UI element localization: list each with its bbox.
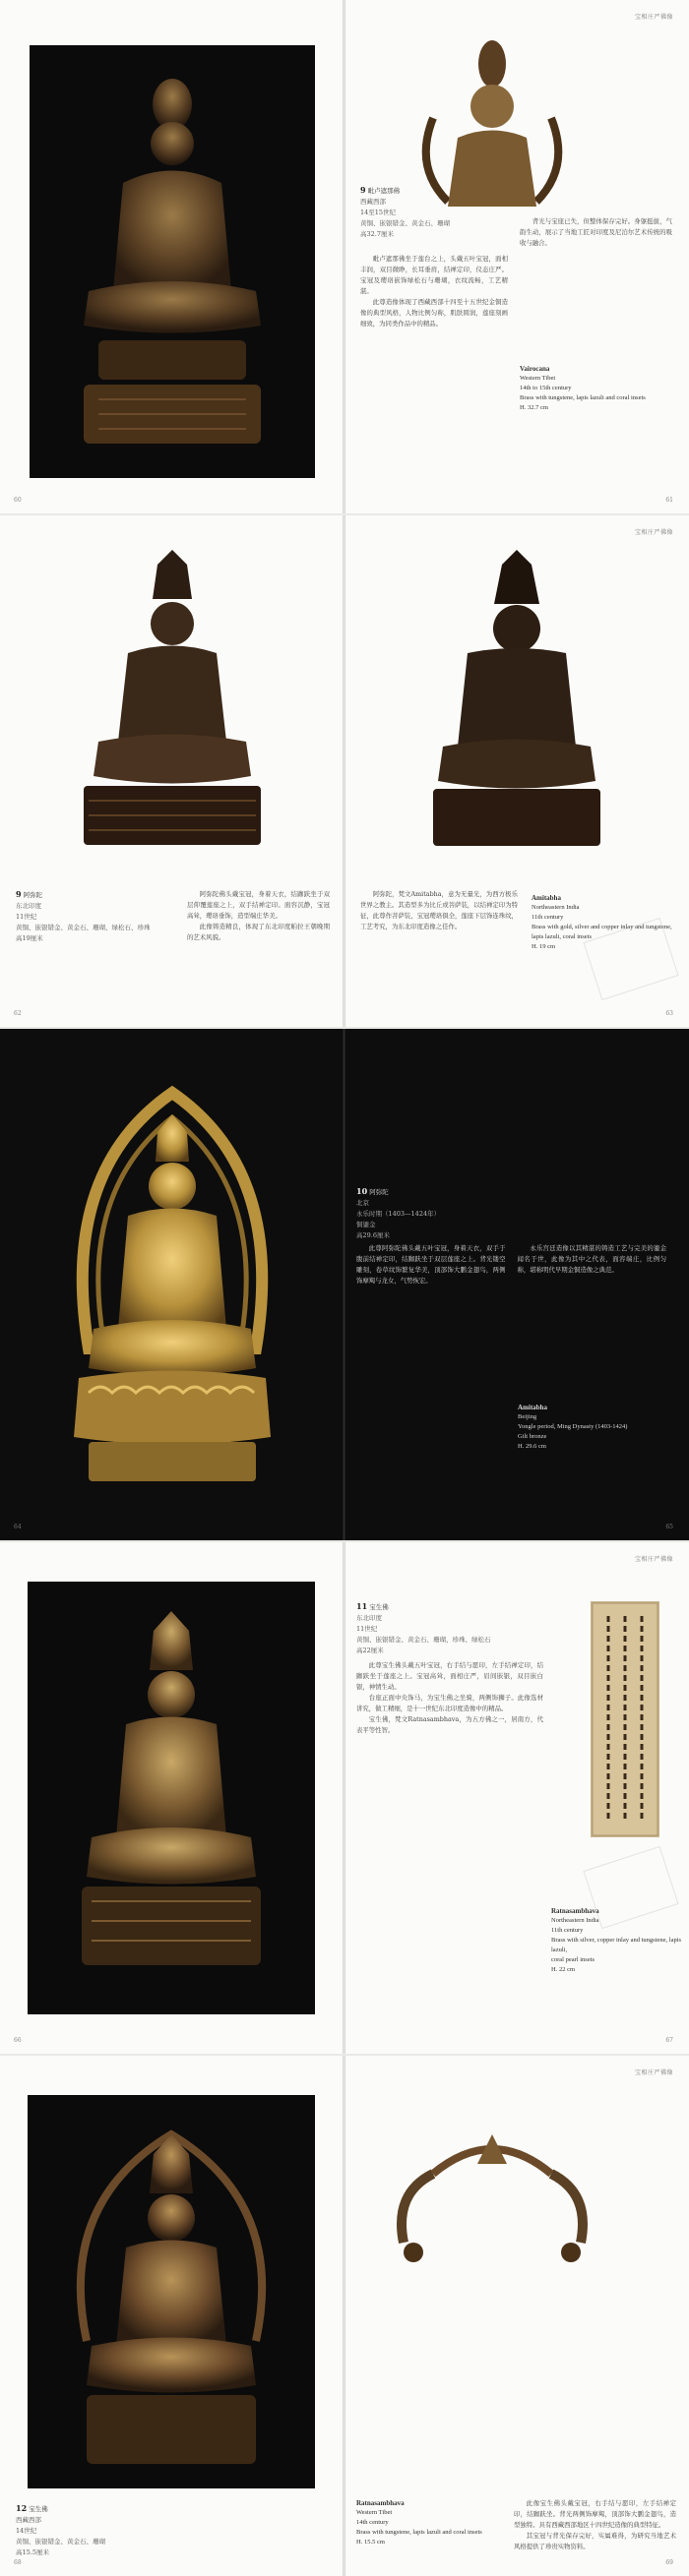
gutter (343, 515, 345, 1027)
english-caption (356, 2498, 504, 2547)
manuscript-image (591, 1601, 659, 1837)
body-text (187, 889, 330, 943)
page-64 (0, 1029, 344, 1540)
english-title: Ratnasambhava (356, 2499, 405, 2507)
english-line: 11th century (551, 1927, 584, 1934)
catalog-number: 9 (360, 185, 366, 195)
spread-4 (0, 1542, 689, 2054)
paragraph: 台座正面中央饰马，为宝生佛之坐骑，两侧饰狮子。此像选材讲究，做工精细，是十一世纪东北印度造像中的精品。 (356, 1694, 543, 1712)
plate-vairocana-detail (394, 30, 591, 207)
paragraph: 背光与宝座已失，但整体保存完好。身躯挺拔，气韵生动，展示了当地工匠对印度及尼泊尔艺术传统的吸收与融合。 (520, 217, 672, 247)
folio: 63 (665, 1010, 673, 1017)
paragraph: 阿弥陀佛头戴宝冠，身着天衣，结跏趺坐于双层仰覆莲座之上，双手结禅定印。面容沉静，宝冠高耸，璎珞垂饰，造型端庄华美。 (187, 890, 330, 920)
english-line: lapis lazuli, coral insets (532, 933, 593, 940)
caption (356, 1186, 504, 1241)
folio: 66 (14, 2037, 22, 2044)
plate-vairocana (30, 45, 315, 478)
english-line: Brass with tungstene, lapis lazuli and coral insets (520, 394, 646, 401)
plate-amitabha-back (374, 545, 659, 869)
caption-line: 黄铜、嵌银错金、黄金石、珊瑚、绿松石、珍珠 (16, 924, 151, 931)
catalog-title: 毗卢遮那佛 (367, 187, 401, 195)
spread-5 (0, 2056, 689, 2576)
plate-ratnasambhava-brass (28, 1582, 315, 2014)
paragraph: 此尊阿弥陀佛头戴五叶宝冠，身着天衣，双手于腹前结禅定印，结跏趺坐于双层莲座之上。背光镂空雕刻，卷草纹饰繁复华美，顶部饰大鹏金翅鸟，两侧饰摩羯与龙女，气势恢宏。 (356, 1244, 506, 1285)
english-line: Northeastern India (551, 1917, 599, 1924)
page-67 (344, 1542, 689, 2054)
english-line: H. 22 cm (551, 1966, 576, 1973)
folio: 69 (665, 2559, 673, 2566)
catalog-number: 9 (16, 889, 22, 899)
catalog-number: 11 (356, 1601, 368, 1611)
english-line: coral pearl insets (551, 1956, 595, 1963)
plate-ratnasambhava-western (28, 2095, 315, 2488)
amitabha-gilt-image (20, 1053, 325, 1516)
page-60 (0, 0, 344, 513)
page-61 (344, 0, 689, 513)
paragraph: 毗卢遮那佛坐于莲台之上，头戴五叶宝冠，面相丰润，双目微睁，长耳垂肩，结禅定印，仪态庄严。宝冠及璎珞嵌饰绿松石与珊瑚，衣纹流畅，工艺精湛。 (360, 255, 508, 295)
gutter (343, 1542, 345, 2054)
catalog-number: 10 (356, 1186, 368, 1196)
plate-amitabha-gilt (20, 1053, 325, 1516)
folio: 67 (665, 2037, 673, 2044)
catalog-number: 12 (16, 2503, 28, 2513)
folio: 65 (665, 1524, 673, 1530)
body-text (356, 1660, 543, 1736)
catalog-title: 阿弥陀 (23, 891, 43, 899)
caption-line: 高19厘米 (16, 934, 43, 942)
ratnasambhava-western-image (28, 2095, 315, 2488)
folio: 64 (14, 1524, 22, 1530)
english-title: Ratnasambhava (551, 1907, 599, 1915)
body-text (356, 1243, 666, 1287)
caption-line: 北京 (356, 1199, 369, 1207)
catalog-title: 宝生佛 (369, 1603, 389, 1611)
english-line: Brass with gold, silver and copper inlay and tungstene, (532, 924, 672, 930)
english-line: H. 32.7 cm (520, 404, 548, 411)
caption (356, 1601, 533, 1656)
body-text (514, 2498, 676, 2552)
body-text-right (520, 216, 672, 249)
gutter (343, 1029, 345, 1540)
plate-manuscript (591, 1601, 659, 1837)
caption-line: 黄铜、嵌银错金、黄金石、珊瑚 (360, 219, 450, 227)
plate-amitabha-front (30, 545, 315, 869)
english-title: Amitabha (518, 1404, 547, 1411)
catalog-title: 阿弥陀 (369, 1188, 389, 1196)
page-69 (344, 2056, 689, 2576)
caption-line: 永乐时期（1403—1424年） (356, 1210, 441, 1218)
folio: 60 (14, 497, 22, 504)
caption-line: 西藏西部 (360, 198, 386, 206)
caption-line: 14世纪 (16, 2527, 37, 2535)
vairocana-statue-image (30, 45, 315, 478)
english-line: Beijing (518, 1413, 537, 1420)
english-line: Northeastern India (532, 904, 580, 911)
english-line: 14th century (356, 2519, 389, 2526)
halo-crown-image (384, 2115, 600, 2272)
english-line: 11th century (532, 914, 564, 921)
english-line: Western Tibet (520, 375, 556, 382)
caption-line: 高29.6厘米 (356, 1231, 390, 1239)
spread-2 (0, 515, 689, 1027)
english-line: 14th to 15th century (520, 385, 572, 391)
caption-line: 14至15世纪 (360, 209, 397, 216)
english-line: Western Tibet (356, 2509, 393, 2516)
caption-line: 铜鎏金 (356, 1221, 376, 1228)
caption-line: 高22厘米 (356, 1647, 384, 1654)
caption-line: 11世纪 (356, 1625, 378, 1633)
body-text-left (360, 254, 508, 329)
english-caption (520, 364, 677, 413)
english-line: Yongle period, Ming Dynasty (1403-1424) (518, 1423, 628, 1430)
amitabha-back-image (374, 545, 659, 869)
caption-line: 西藏西部 (16, 2516, 41, 2524)
paragraph: 此尊宝生佛头戴五叶宝冠，右手结与愿印，左手结禅定印，结跏趺坐于莲座之上。宝冠高耸，面相庄严，眉间嵌银，双目嵌白银，神情生动。 (356, 1661, 543, 1691)
body-text (360, 889, 518, 932)
english-line: Gilt bronze (518, 1433, 547, 1440)
gutter (343, 2056, 345, 2576)
paragraph: 此尊造像体现了西藏西部十四至十五世纪金铜造像的典型风格，人物比例匀称，肌肤圆润，莲座刻画细致，为同类作品中的精品。 (360, 298, 508, 328)
catalog-title: 宝生佛 (29, 2505, 48, 2513)
english-title: Vairocana (520, 365, 550, 373)
caption (16, 889, 173, 944)
folio: 61 (665, 497, 673, 504)
page-65 (344, 1029, 689, 1540)
running-header: 宝相庄严佛像 (634, 2069, 673, 2076)
spread-1 (0, 0, 689, 513)
running-header: 宝相庄严佛像 (634, 1556, 673, 1563)
page-66 (0, 1542, 344, 2054)
amitabha-front-image (30, 545, 315, 869)
caption-line: 东北印度 (16, 902, 41, 910)
spread-3 (0, 1029, 689, 1540)
caption-line: 黄铜、嵌银错金、黄金石、珊瑚、珍珠、绿松石 (356, 1636, 491, 1644)
caption-line: 11世纪 (16, 913, 37, 921)
gutter (343, 0, 345, 513)
english-line: H. 15.5 cm (356, 2539, 385, 2546)
paragraph: 永乐宫廷造像以其精湛的铸造工艺与完美的鎏金闻名于世，此像为其中之代表，面容端庄，比例匀称，堪称明代早期金铜造像之典范。 (517, 1244, 666, 1274)
paragraph: 其宝冠与背光保存完好，实属难得，为研究当地艺术风格提供了珍贵实物资料。 (514, 2532, 676, 2550)
caption-line: 东北印度 (356, 1614, 382, 1622)
running-header: 宝相庄严佛像 (634, 529, 673, 536)
vairocana-detail-image (394, 30, 591, 207)
plate-halo-crown (384, 2115, 600, 2272)
english-title: Amitabha (532, 894, 561, 902)
paragraph: 宝生佛，梵文Ratnasambhava，为五方佛之一，居南方，代表平等性智。 (356, 1715, 543, 1734)
caption (16, 2503, 213, 2558)
paragraph: 阿弥陀，梵文Amitabha，意为无量光，为西方极乐世界之教主。其造型多为比丘或菩萨装，以结禅定印为特征，此尊作菩萨装，宝冠璎珞俱全，莲座下层饰连珠纹，工艺考究，为东北印度造像之佳作。 (360, 890, 518, 930)
ratnasambhava-brass-image (28, 1582, 315, 2014)
english-line: H. 19 cm (532, 943, 556, 950)
caption-line: 黄铜、嵌银错金、黄金石、珊瑚 (16, 2538, 105, 2546)
running-header: 宝相庄严佛像 (634, 14, 673, 21)
page-62 (0, 515, 344, 1027)
paragraph: 此像宝生佛头戴宝冠，右手结与愿印，左手结禅定印，结跏趺坐。背光两侧饰摩羯，顶部饰大鹏金翅鸟，造型独特。具有西藏西部地区十四世纪造像的典型特征。 (514, 2499, 676, 2529)
page-63 (344, 515, 689, 1027)
english-line: Brass with silver, copper inlay and tungstene, lapis lazuli, (551, 1937, 682, 1953)
caption-line: 高32.7厘米 (360, 230, 394, 238)
english-caption (518, 1403, 665, 1452)
english-line: Brass with tungstene, lapis lazuli and coral insets (356, 2529, 482, 2536)
caption-line: 高15.5厘米 (16, 2548, 49, 2556)
english-line: H. 29.6 cm (518, 1443, 546, 1450)
paragraph: 此像铸造精良，体现了东北印度帕拉王朝晚期的艺术风貌。 (187, 923, 330, 941)
folio: 68 (14, 2559, 22, 2566)
page-68 (0, 2056, 344, 2576)
caption (360, 185, 518, 240)
folio: 62 (14, 1010, 22, 1017)
